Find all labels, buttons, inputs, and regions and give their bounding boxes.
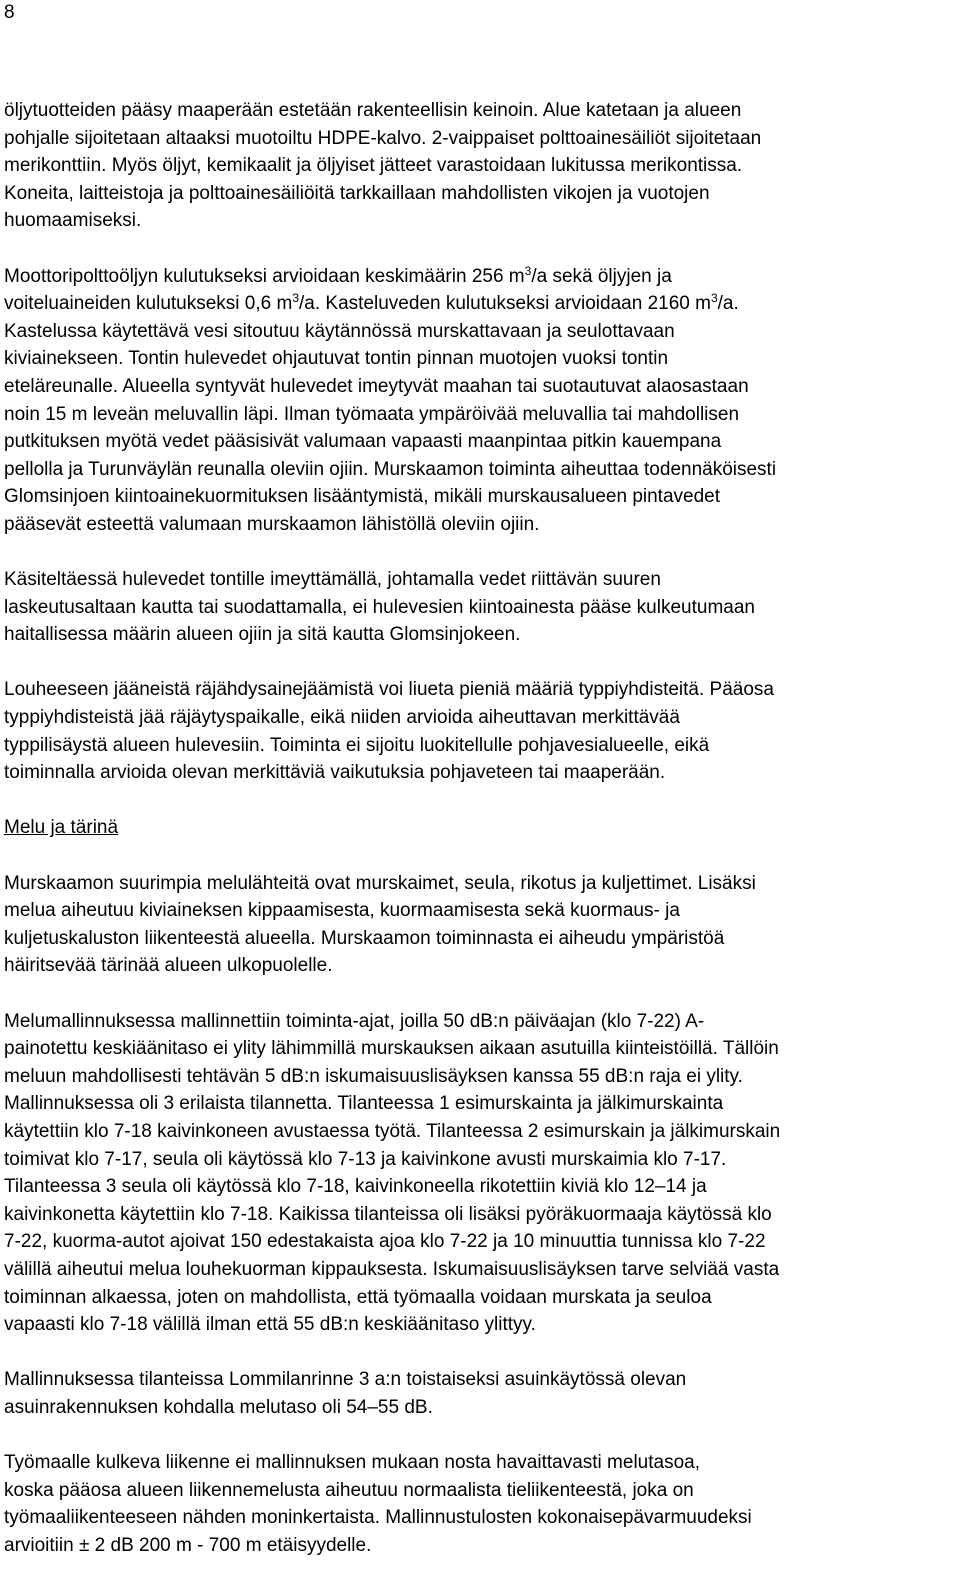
paragraph-stormwater-treatment: Käsiteltäessä hulevedet tontille imeyttämällä, johtamalla vedet riittävän suuren laskeutusaltaan kautta tai suodattamalla, ei hulevesien kiintoainesta pääse kulkeutumaan haitallisessa määrin alueen ojiin ja sitä kautta Glomsinjokeen.: [4, 569, 755, 646]
superscript-3: 3: [710, 291, 718, 306]
text-fuel-consumption: Moottoripolttoöljyn kulutukseksi arvioidaan keskimäärin 256 m: [4, 265, 525, 287]
paragraph-noise-modelling: Melumallinnuksessa mallinnettiin toiminta-ajat, joilla 50 dB:n päiväajan (klo 7-22) A- painotettu keskiäänitaso ei ylity lähimmillä murskauksen aikaan asutuilla kiinteistöillä. Tällöin meluun mahdollisesti tehtävän 5 dB:n iskumaisuuslisäyksen kanssa 55 dB:n raja ei ylity. Mallinnuksessa oli 3 erilaista tilannetta. Tilanteessa 1 esimurskainta ja jälkimurskainta käytettiin klo 7-18 kaivinkoneen avustaessa työtä. Tilanteessa 2 esimurskain ja jälkimurskain toimivat klo 7-17, seula oli käytössä klo 7-13 ja kaivinkone avusti murskaimia klo 7-17. Tilanteessa 3 seula oli käytössä klo 7-18, kaivinkoneella rikotettiin kiviä klo 12–14 ja kaivinkonetta käytettiin klo 7-18. Kaikissa tilanteissa oli lisäksi pyöräkuormaaja käytössä klo 7-22, kuorma-autot ajoivat 150 edestakaista ajoa klo 7-22 ja 10 minuuttia tunnissa klo 7-22 välillä aiheutui melua louhekuorman kippauksesta. Iskumaisuuslisäyksen tarve selviää vasta toiminnan alkaessa, joten on mahdollista, että työmaalla voidaan murskata ja seuloa vapaasti klo 7-18 välillä ilman että 55 dB:n keskiäänitaso ylittyy.: [4, 1010, 781, 1336]
document-body: [4, 97, 956, 1587]
text-water-consumption: /a. Kasteluveden kulutukseksi arvioidaan 2160 m: [299, 293, 711, 315]
paragraph-noise-level: Mallinnuksessa tilanteissa Lommilanrinne 3 a:n toistaiseksi asuinkäytössä olevan asuinrakennuksen kohdalla melutaso oli 54–55 dB.: [4, 1369, 687, 1418]
paragraph-oil-protection: öljytuotteiden pääsy maaperään estetään rakenteellisin keinoin. Alue katetaan ja alueen pohjalle sijoitetaan altaaksi muotoiltu HDPE-kalvo. 2-vaippaiset polttoainesäiliöt sijoitetaan merikonttiin. Myös öljyt, kemikaalit ja öljyiset jätteet varastoidaan lukitussa merikontissa. Koneita, laitteistoja ja polttoainesäiliöitä tarkkaillaan mahdollisten vikojen ja vuotojen huomaamiseksi.: [4, 100, 762, 232]
superscript-3: 3: [292, 291, 300, 306]
superscript-3: 3: [524, 263, 532, 278]
section-heading-noise: Melu ja tärinä: [4, 817, 119, 839]
text-lubricant-consumption: /a sekä öljyjen ja voiteluaineiden kulutukseksi 0,6 m: [4, 265, 672, 315]
paragraph-nitrogen: Louheeseen jääneistä räjähdysainejäämistä voi liueta pieniä määriä typpiyhdisteitä. Pääosa typpiyhdisteistä jää räjäytyspaikalle, eikä niiden arvioida aiheuttavan merkittävää typpilisäystä alueen hulevesiin. Toiminta ei sijoitu luokitellulle pohjavesialueelle, eikä toiminnalla arvioida olevan merkittäviä vaikutuksia pohjaveteen tai maaperään.: [4, 679, 774, 784]
paragraph-noise-sources: Murskaamon suurimpia melulähteitä ovat murskaimet, seula, rikotus ja kuljettimet. Lisäksi melua aiheutuu kiviaineksen kippaamisesta, kuormaamisesta sekä kuormaus- ja kuljetuskaluston liikenteestä alueella. Murskaamon toiminnasta ei aiheudu ympäristöä häiritsevää tärinää alueen ulkopuolelle.: [4, 872, 756, 977]
paragraph-consumption-stormwater: [4, 263, 956, 539]
text-stormwater: /a. Kastelussa käytettävä vesi sitoutuu käytännössä murskattavaan ja seulottavaan kiviainekseen. Tontin hulevedet ohjautuvat tontin pinnan muotojen vuoksi tontin eteläreunalle. Alueella syntyvät hulevedet imeytyvät maahan tai suotautuvat alaosastaan noin 15 m leveän meluvallin läpi. Ilman työmaata ympäröivää meluvallia tai mahdollisen putkituksen myötä vedet pääsisivät valumaan vapaasti maanpintaa pitkin kauempana pellolla ja Turunväylän reunalla oleviin ojiin. Murskaamon toiminta aiheuttaa todennäköisesti Glomsinjoen kiintoainekuormituksen lisääntymistä, mikäli murskausalueen pintavedet pääsevät esteettä valumaan murskaamon lähistöllä oleviin ojiin.: [4, 293, 777, 535]
page-number: 8: [4, 2, 15, 23]
paragraph-traffic-noise: Työmaalle kulkeva liikenne ei mallinnuksen mukaan nosta havaittavasti melutasoa, koska pääosa alueen liikennemelusta aiheutuu normaalista tieliikenteestä, joka on työmaaliikenteeseen nähden moninkertaista. Mallinnustulosten kokonaisepävarmuudeksi arvioitiin ± 2 dB 200 m - 700 m etäisyydelle.: [4, 1452, 752, 1556]
